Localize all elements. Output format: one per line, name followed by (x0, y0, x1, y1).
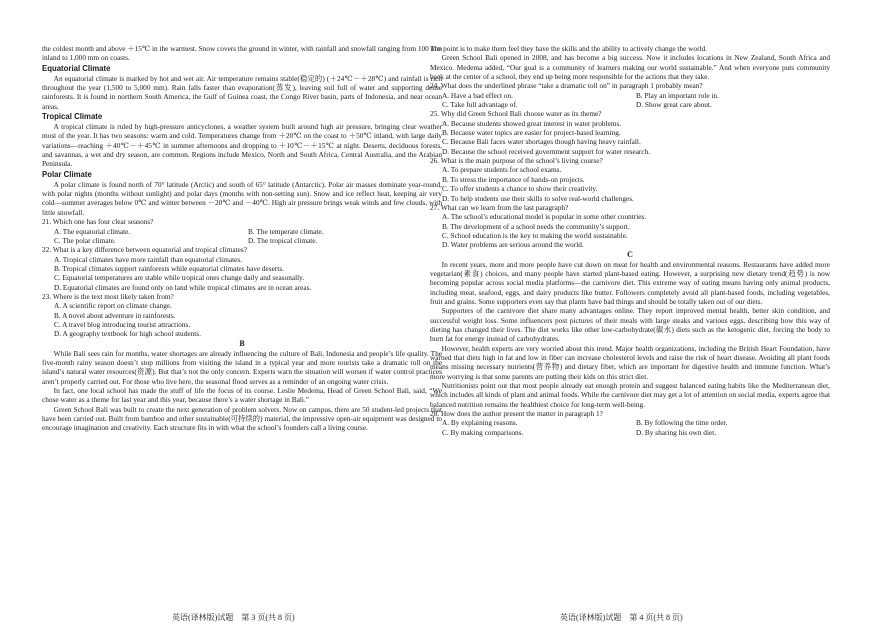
option-d: D. By sharing his own diet. (636, 427, 717, 437)
section-label-c: C (627, 249, 633, 259)
question-text: 28. How does the author present the matter in paragraph 1? (430, 409, 603, 419)
question-24 (430, 81, 830, 109)
option-d: D. Show great care about. (636, 100, 712, 110)
option-a: A. To prepare students for school exams. (442, 165, 562, 175)
question-text: 22. What is a key difference between equatorial and tropical climates? (42, 245, 247, 255)
option-a: A. The equatorial climate. (54, 226, 131, 236)
paragraph: In fact, one local school has made the stuff of life the focus of its course. Leslie Medema, Head of Green School Bali, said, “We chose water as a theme for last year and this year, because there’s a water shortage in Bali.” (42, 386, 442, 405)
option-c: C. The polar climate. (54, 235, 116, 245)
option-d: D. A geography textbook for high school students. (54, 329, 201, 339)
option-a: A. The school’s educational model is popular in some other countries. (442, 212, 647, 222)
option-d: D. The tropical climate. (248, 235, 318, 245)
paragraph: A polar climate is found north of 70° latitude (Arctic) and south of 65° latitude (Antarctic). Polar air masses dominate year-round, with polar nights (months without sunlight) and polar days (months with non-setting sun). Snow and ice reflect heat, keeping air very cold—summer averages below 0℃ and winter between －20℃ and －40℃. High air pressure brings weak winds and few clouds, with little snowfall. (42, 179, 442, 217)
section-heading-equatorial: Equatorial Climate (42, 63, 111, 73)
option-c: C. Take full advantage of. (442, 100, 518, 110)
option-a: A. Tropical climates have more rainfall than equatorial climates. (54, 254, 243, 264)
option-row (430, 428, 830, 437)
question-25 (430, 109, 830, 156)
option-c: C. Because Bali faces water shortages though having heavy rainfall. (442, 137, 641, 147)
option-c: C. To offer students a chance to show their creativity. (442, 184, 598, 194)
section-heading-polar: Polar Climate (42, 169, 92, 179)
option-a: A. Because students showed great interest in water problems. (442, 118, 622, 128)
option-b: B. Play an important role in. (636, 90, 719, 100)
option-d: D. Water problems are serious around the world. (442, 240, 584, 250)
option-row (430, 100, 830, 109)
option-c: C. A travel blog introducing tourist attractions. (54, 319, 191, 329)
right-column (430, 44, 830, 437)
left-column (42, 44, 442, 433)
paragraph: Supporters of the carnivore diet share many advantages online. They report improved mental health, better skin condition, and successful weight loss. Some influencers post pictures of their meals with large steaks and various eggs, describing how this way of dieting has changed their lives. The diet works like other low-carbohydrate(碳水) diets such as the ketogenic diet, forcing the body to burn fat for energy instead of carbohydrates. (430, 306, 830, 344)
paragraph: The point is to make them feel they have the skills and the ability to actively change the world. (430, 44, 708, 53)
option-d: D. To help students use their skills to solve real-world challenges. (442, 193, 634, 203)
paragraph: While Bali sees rain for months, water shortages are already influencing the culture of Bali, Indonesia and people’s life quality. The five-month rainy season doesn’t stop millions from visiting the island in a typical year and more tourists take a dramatic toll on the island’s natural water resources(资源). But that’s not the only concern. Experts warn the situation will worsen if water control practices aren’t properly carried out. For those who live here, the seasonal flood serves as a reminder of an ongoing water crisis. (42, 348, 442, 386)
option-a: A. By explaining reasons. (442, 418, 518, 428)
question-28 (430, 409, 830, 437)
section-heading-tropical: Tropical Climate (42, 112, 103, 122)
paragraph: However, health experts are very worried about this trend. Major health organizations, including the British Heart Foundation, have warned that diets high in fat and low in fiber can increase cholesterol levels and raise the risk of heart disease. Avoiding all plant foods means missing necessary nutrients(营养物) and dietary fiber, which are important for digestive health and immune function. What’s more worrying is that some parents are putting their kids on this strict diet. (430, 343, 830, 381)
question-text: 21. Which one has four clear seasons? (42, 217, 154, 227)
option-row (430, 91, 830, 100)
option-c: C. School education is the key to making the world sustainable. (442, 230, 628, 240)
option-d: D. Because the school received government support for water research. (442, 146, 651, 156)
page-footer-left: 英语(译林版)试题 第 3 页(共 8 页) (172, 613, 295, 622)
question-text: 27. What can we learn from the last paragraph? (430, 202, 569, 212)
section-label-b: B (239, 338, 245, 348)
option-b: B. To stress the importance of hands-on projects. (442, 174, 585, 184)
question-text: 26. What is the main purpose of the school’s living course? (430, 156, 603, 166)
question-27 (430, 203, 830, 250)
paragraph: Green School Bali was built to create the next generation of problem solvers. Now on campus, there are 50 student-led projects that have been carried out. Built from bamboo and other sustainable(可持续的) material, the impressive open-air equipment was designed to encourage imagination and creativity. Each structure fits in with what the school’s founders call a living course. (42, 404, 442, 433)
question-22 (42, 245, 442, 292)
question-text: 23. Where is the text most likely taken from? (42, 291, 174, 301)
question-26 (430, 156, 830, 203)
option-row (42, 227, 442, 236)
option-b: B. Because water topics are easier for project-based learning. (442, 128, 621, 138)
paragraph: A tropical climate is ruled by high-pressure anticyclones, a weather system built around high air pressure, bringing clear weather most of the year. It has two seasons: warm and cold. Temperatures change from ＋20℃ on the coast to ＋50℃ inland, with large daily variations—reaching ＋40℃－＋45℃ in summer afternoons and dropping to ＋10℃－＋15℃ at night. Deserts, deciduous forests, and savannas, a wet and dry season, are common. Regions include Mexico, North and South Africa, Central Australia, and the Arabian Peninsula. (42, 122, 442, 169)
option-b: B. By following the time order. (636, 418, 728, 428)
paragraph: In recent years, more and more people have cut down on meat for health and environmental reasons. Restaurants have added more vegetarian(素食) choices, and many people have started plant-based eating. However, a surprising new dietary trend(趋势) is now becoming popular across social media platforms—the carnivore diet. This extreme way of eating means having only animal products, including meat, seafood, eggs, and dairy products like butter. Followers completely avoid all plant-based foods, including vegetables, fruit and grains. Some supporters even say that plants have bad things and should be totally taken out of our diets. (430, 259, 830, 306)
page-footer-right: 英语(译林版)试题 第 4 页(共 8 页) (560, 613, 683, 622)
option-b: B. The development of a school needs the community’s support. (442, 221, 630, 231)
question-23 (42, 292, 442, 339)
option-c: C. By making comparisons. (442, 427, 524, 437)
option-row (430, 418, 830, 427)
question-text: 25. Why did Green School Bali choose water as its theme? (430, 109, 602, 119)
paragraph: the coldest month and above ＋15℃ in the warmest. Snow covers the ground in winter, with rainfall and snowfall ranging from 100 mm inland to 1,000 mm on coasts. (42, 44, 442, 63)
option-b: B. The temperate climate. (248, 226, 324, 236)
option-b: B. Tropical climates support rainforests while equatorial climates have deserts. (54, 263, 284, 273)
option-d: D. Equatorial climates are found only on land while tropical climates are in ocean areas. (54, 282, 312, 292)
option-b: B. A novel about adventure in rainforests. (54, 310, 176, 320)
paragraph: Green School Bali opened in 2008, and has become a big success. Now it includes locations in New Zealand, South Africa and Mexico. Medema added, “Our goal is a community of learners making our world sustainable.” And when everyone puts community back at the center of a school, they end up being more responsible for the actions that they take. (430, 53, 830, 82)
paragraph: An equatorial climate is marked by hot and wet air. Air temperature remains stable(稳定的) (＋24℃－＋28℃) and rainfall is rich throughout the year (1,500 to 5,000 mm). Rain falls faster than evaporation(蒸发), leaving soil full of water and supporting dense rainforests. It is found in northern South America, the Gulf of Guinea coast, the Congo River basin, parts of Indonesia, and near ocean areas. (42, 73, 442, 111)
option-a: A. A scientific report on climate change. (54, 301, 172, 311)
option-c: C. Equatorial temperatures are stable while tropical ones change daily and seasonally. (54, 273, 305, 283)
question-21 (42, 217, 442, 245)
paragraph: Nutritionists point out that most people already eat enough protein and suggest balanced eating habits like the Mediterranean diet, which includes all kinds of plant and animal foods. While the carnivore diet may get a lot of attention on social media, experts agree that balanced nutrition remains the healthiest choice for long-term well-being. (430, 381, 830, 409)
question-text: 24. What does the underlined phrase “take a dramatic toll on” in paragraph 1 probably mean? (430, 81, 703, 91)
option-row (42, 236, 442, 245)
option-a: A. Have a bad effect on. (442, 90, 513, 100)
